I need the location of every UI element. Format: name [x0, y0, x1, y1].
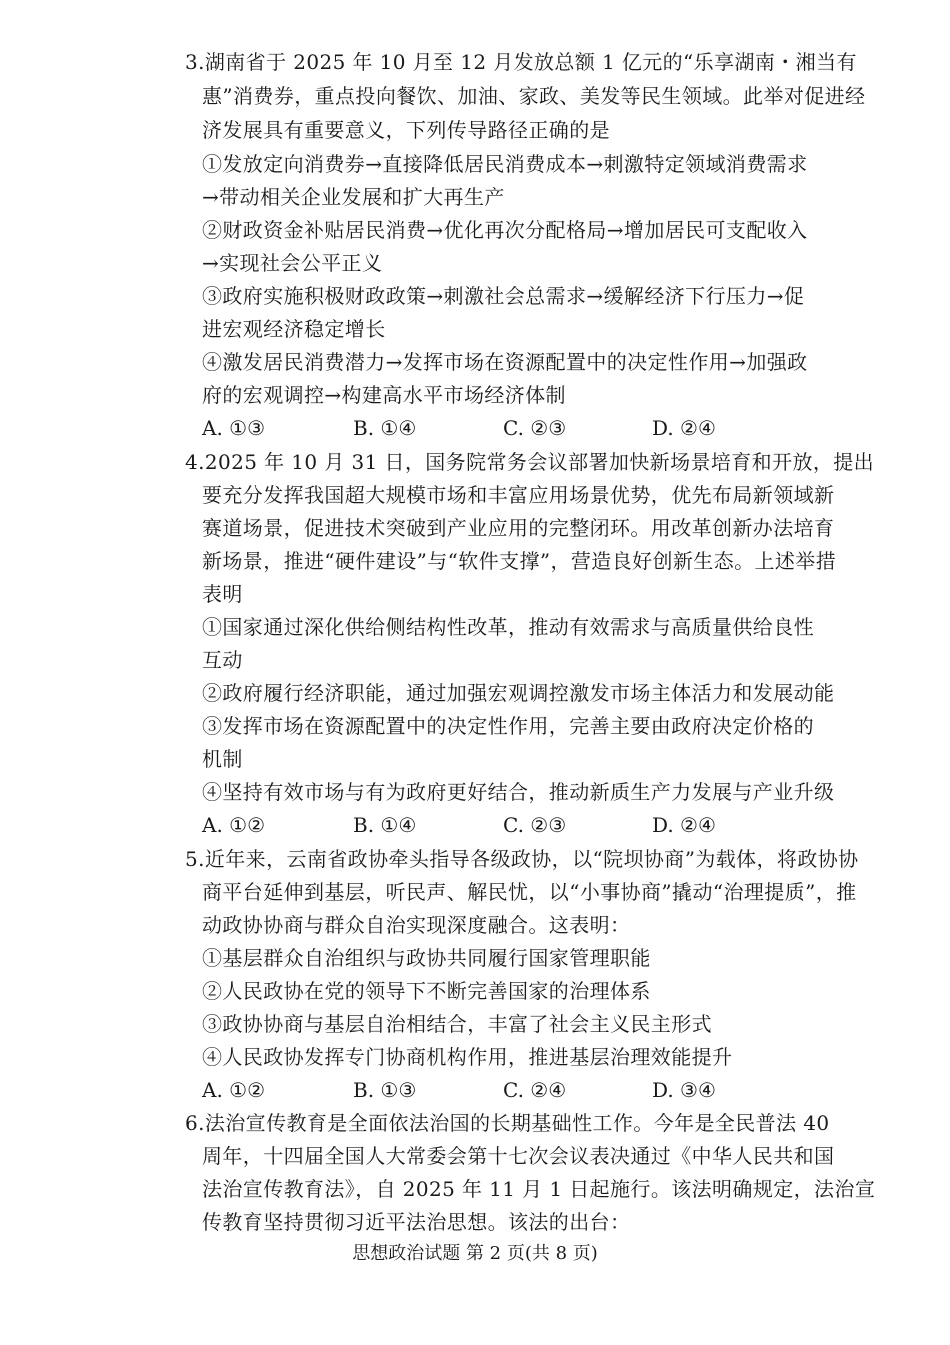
page-footer: 思想政治试题 第 2 页(共 8 页) — [352, 1243, 598, 1264]
q4-stem-line-4: 新场景，推进“硬件建设”与“软件支撑”，营造良好创新生态。上述举措 — [202, 549, 837, 573]
q3-choice-3-line-2: 进宏观经济稳定增长 — [202, 317, 386, 341]
q4-choice-1-line-2: 互动 — [202, 648, 243, 672]
q3-choice-3-line-1: ③政府实施积极财政政策→刺激社会总需求→缓解经济下行压力→促 — [202, 284, 805, 308]
q3-stem-line-3: 济发展具有重要意义，下列传导路径正确的是 — [202, 118, 610, 142]
q4-stem-line-2: 要充分发挥我国超大规模市场和丰富应用场景优势，优先布局新领域新 — [202, 483, 835, 507]
q6-stem-line-4: 传教育坚持贯彻习近平法治思想。该法的出台： — [202, 1210, 631, 1234]
q5-stem-line-3: 动政协协商与群众自治实现深度融合。这表明： — [202, 913, 631, 937]
q4-choice-3-line-2: 机制 — [202, 747, 243, 771]
q3-stem-line-1: 3.湖南省于 2025 年 10 月至 12 月发放总额 1 亿元的“乐享湖南・湘当有 — [185, 50, 857, 74]
q4-option-d: D. ②④ — [652, 813, 716, 837]
q6-stem-line-1: 6.法治宣传教育是全面依法治国的长期基础性工作。今年是全民普法 40 — [185, 1111, 830, 1135]
q5-choice-1: ①基层群众自治组织与政协共同履行国家管理职能 — [202, 946, 651, 970]
q4-stem-line-5: 表明 — [202, 582, 243, 606]
q3-option-c: C. ②③ — [503, 416, 567, 440]
q4-option-b: B. ①④ — [353, 813, 417, 837]
q3-choice-2-line-1: ②财政资金补贴居民消费→优化再次分配格局→增加居民可支配收入 — [202, 218, 808, 242]
q5-option-d: D. ③④ — [652, 1078, 716, 1102]
q6-stem-line-3: 法治宣传教育法》，自 2025 年 11 月 1 日起施行。该法明确规定，法治宣 — [202, 1177, 876, 1201]
q3-option-a: A. ①③ — [202, 416, 266, 440]
q3-choice-1-line-1: ①发放定向消费券→直接降低居民消费成本→刺激特定领域消费需求 — [202, 152, 808, 176]
q3-choice-2-line-2: →实现社会公平正义 — [202, 251, 383, 275]
q6-stem-line-2: 周年，十四届全国人大常委会第十七次会议表决通过《中华人民共和国 — [202, 1144, 835, 1168]
q5-choice-3: ③政协协商与基层自治相结合，丰富了社会主义民主形式 — [202, 1012, 712, 1036]
q3-choice-4-line-1: ④激发居民消费潜力→发挥市场在资源配置中的决定性作用→加强政 — [202, 350, 808, 374]
q4-stem-line-1: 4.2025 年 10 月 31 日，国务院常务会议部署加快新场景培育和开放，提出 — [185, 450, 875, 474]
q4-stem-line-3: 赛道场景，促进技术突破到产业应用的完整闭环。用改革创新办法培育 — [202, 516, 835, 540]
q3-choice-4-line-2: 府的宏观调控→构建高水平市场经济体制 — [202, 383, 566, 407]
q3-stem-line-2: 惠”消费券，重点投向餐饮、加油、家政、美发等民生领域。此举对促进经 — [202, 84, 866, 108]
q5-stem-line-1: 5.近年来，云南省政协牵头指导各级政协，以“院坝协商”为载体，将政协协 — [185, 847, 859, 871]
q5-option-a: A. ①② — [202, 1078, 266, 1102]
q3-option-b: B. ①④ — [353, 416, 417, 440]
q4-choice-3-line-1: ③发挥市场在资源配置中的决定性作用，完善主要由政府决定价格的 — [202, 714, 814, 738]
q4-option-a: A. ①② — [202, 813, 266, 837]
q4-choice-4-line-1: ④坚持有效市场与有为政府更好结合，推动新质生产力发展与产业升级 — [202, 780, 835, 804]
q5-option-c: C. ②④ — [503, 1078, 567, 1102]
q4-choice-1-line-1: ①国家通过深化供给侧结构性改革，推动有效需求与高质量供给良性 — [202, 615, 814, 639]
q5-stem-line-2: 商平台延伸到基层，听民声、解民忧，以“小事协商”撬动“治理提质”，推 — [202, 880, 857, 904]
q4-choice-2-line-1: ②政府履行经济职能，通过加强宏观调控激发市场主体活力和发展动能 — [202, 681, 835, 705]
q5-choice-4: ④人民政协发挥专门协商机构作用，推进基层治理效能提升 — [202, 1045, 733, 1069]
q3-choice-1-line-2: →带动相关企业发展和扩大再生产 — [202, 185, 505, 209]
q4-option-c: C. ②③ — [503, 813, 567, 837]
q5-choice-2: ②人民政协在党的领导下不断完善国家的治理体系 — [202, 979, 651, 1003]
q5-option-b: B. ①③ — [353, 1078, 417, 1102]
q3-option-d: D. ②④ — [652, 416, 716, 440]
